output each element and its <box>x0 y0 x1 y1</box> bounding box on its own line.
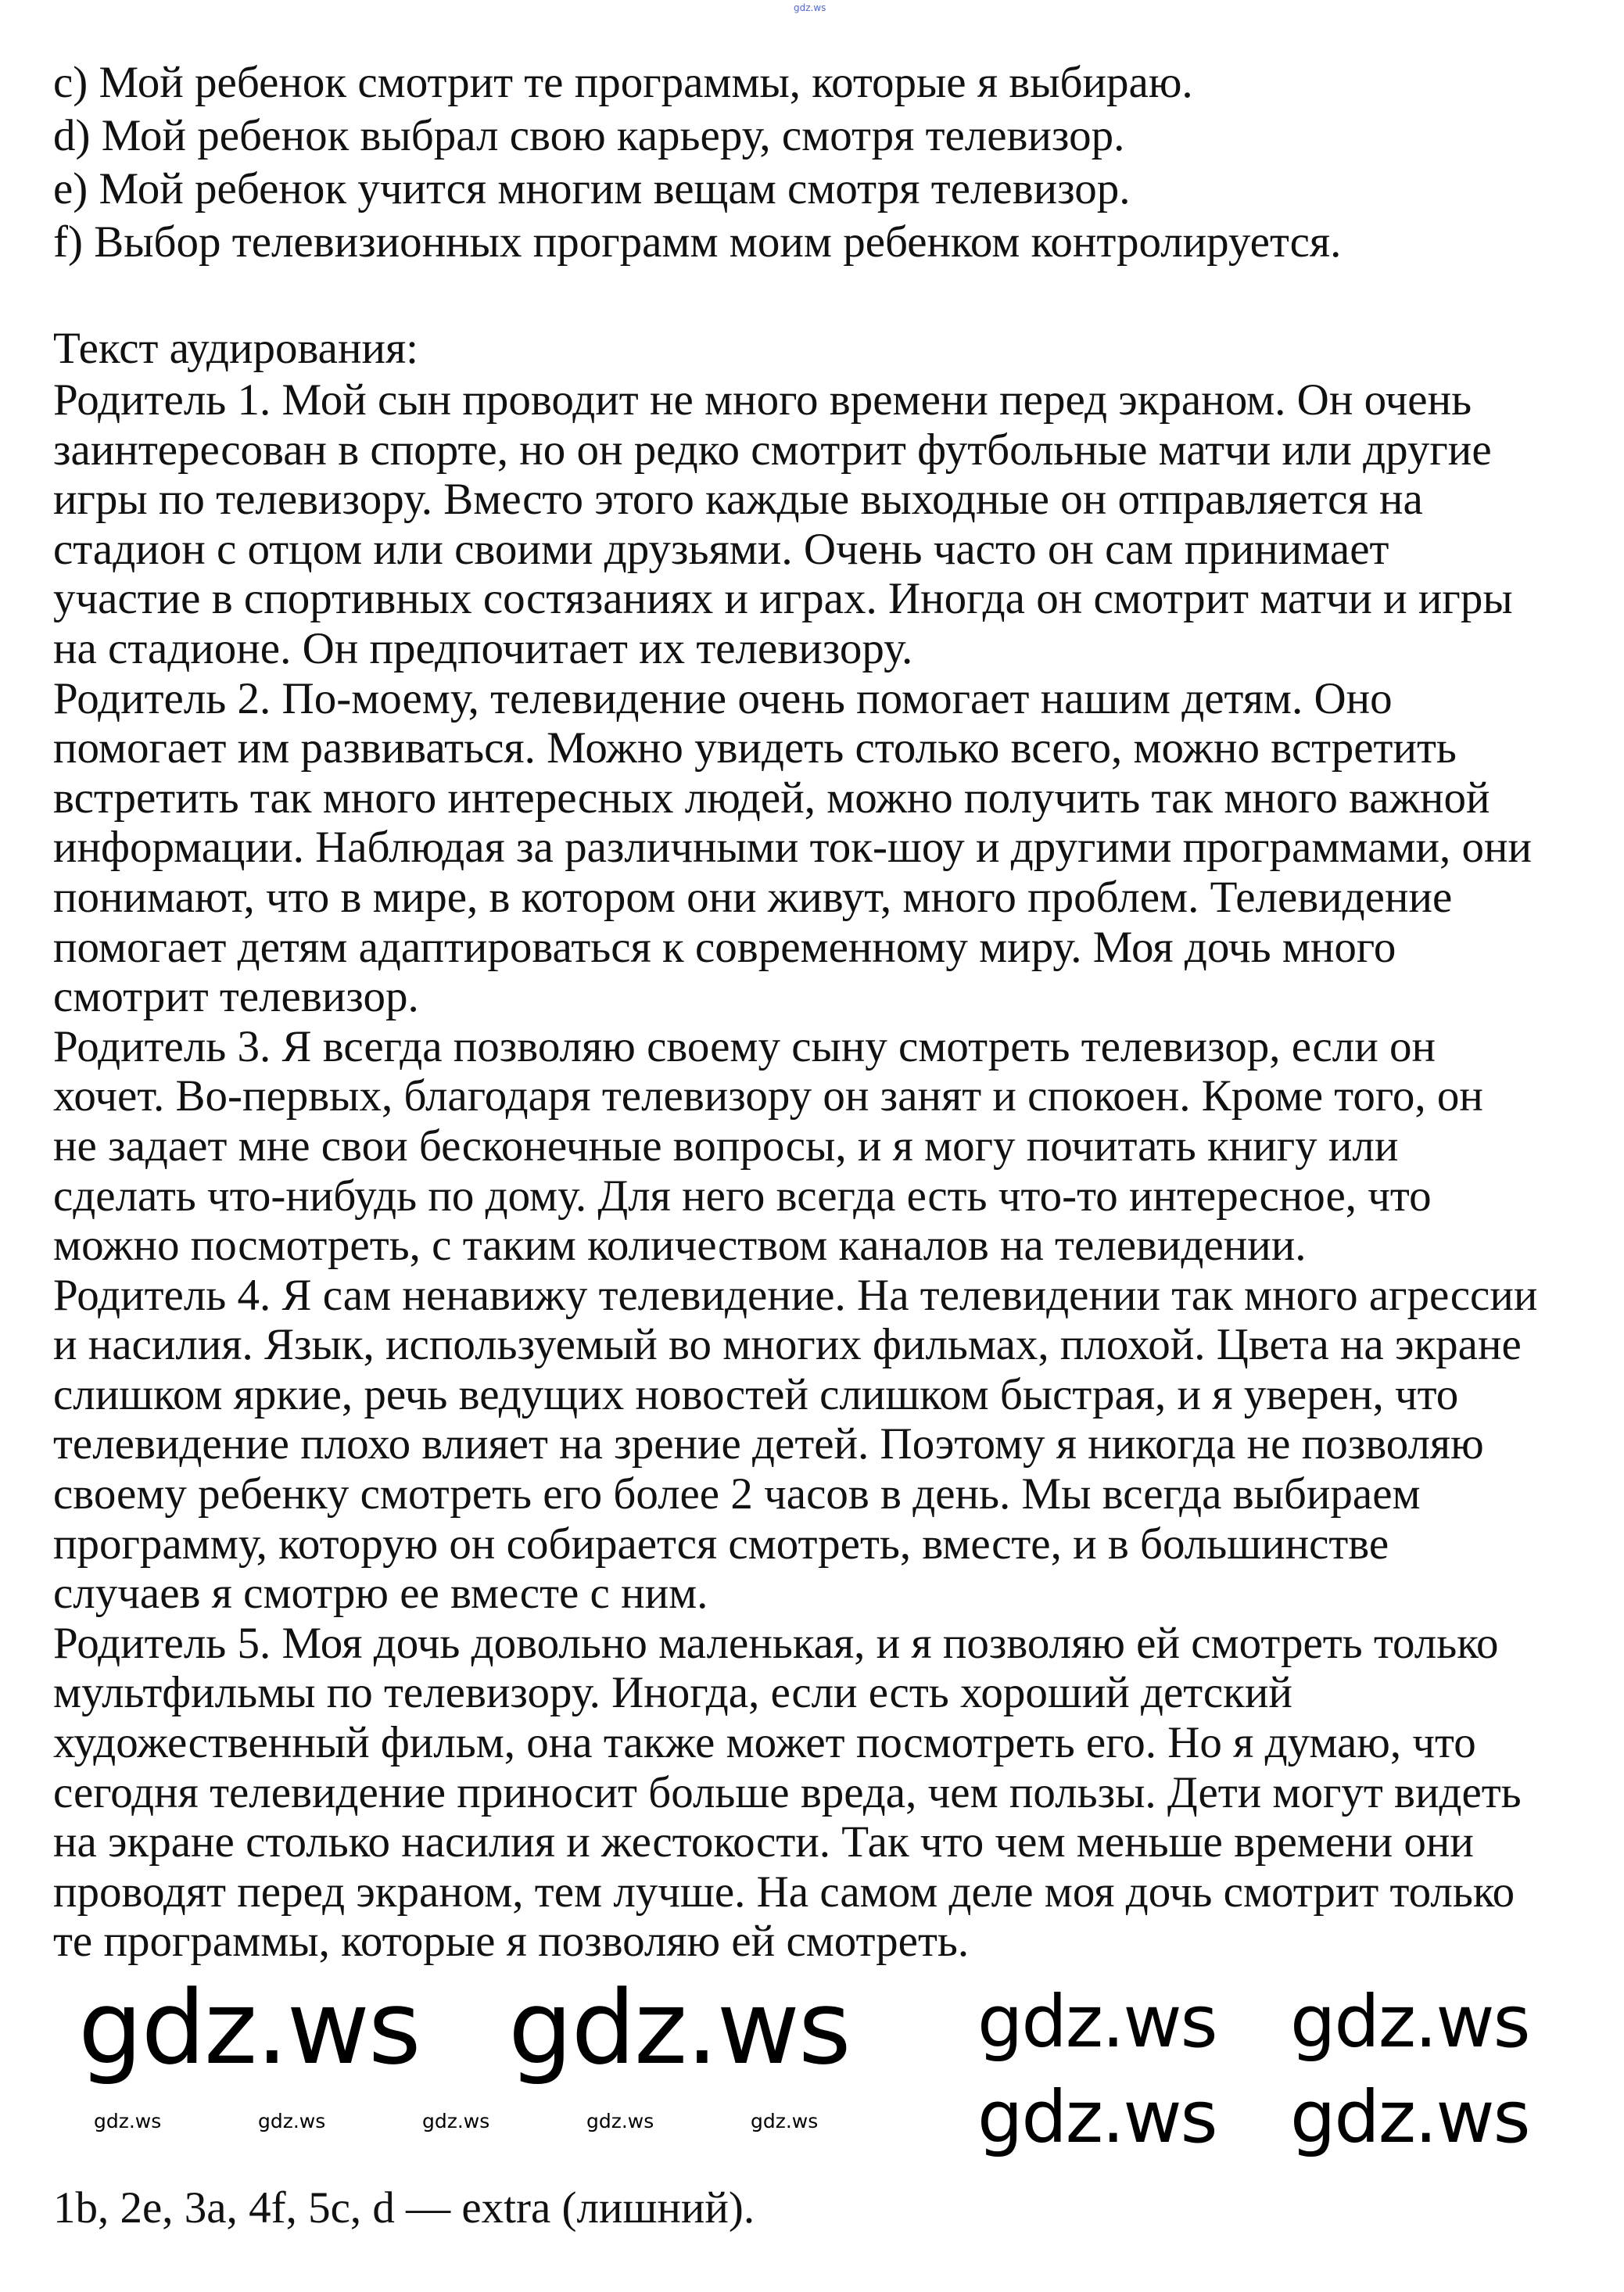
watermark-small: gdz.ws <box>751 2110 819 2132</box>
transcript-line: программу, которую он собирается смотреть, вместе, и в большинстве <box>53 1519 1389 1569</box>
transcript-line: смотрит телевизор. <box>53 972 419 1022</box>
transcript-line: Родитель 2. По-моему, телевидение очень помогает нашим детям. Оно <box>53 673 1393 723</box>
watermark-top: gdz.ws <box>794 2 826 13</box>
transcript-line: можно посмотреть, с таким количеством каналов на телевидении. <box>53 1221 1307 1271</box>
transcript-line: стадион с отцом или своими друзьями. Очень часто он сам принимает <box>53 524 1389 574</box>
watermark: gdz.ws <box>977 1980 1217 2064</box>
transcript-line: проводят перед экраном, тем лучше. На самом деле моя дочь смотрит только <box>53 1867 1515 1917</box>
watermark-small: gdz.ws <box>94 2110 162 2132</box>
watermark: gdz.ws <box>1290 1980 1529 2064</box>
transcript-line: художественный фильм, она также может посмотреть его. Но я думаю, что <box>53 1718 1476 1768</box>
watermark-small: gdz.ws <box>422 2110 490 2132</box>
watermark: gdz.ws <box>78 1968 420 2087</box>
watermark: gdz.ws <box>1290 2075 1529 2159</box>
watermark: gdz.ws <box>977 2075 1217 2159</box>
transcript-line: случаев я смотрю ее вместе с ним. <box>53 1569 708 1619</box>
transcript-line: и насилия. Язык, используемый во многих фильмах, плохой. Цвета на экране <box>53 1320 1522 1370</box>
transcript-line: телевидение плохо влияет на зрение детей. Поэтому я никогда не позволяю <box>53 1419 1484 1469</box>
heading: Текст аудирования: <box>53 324 419 373</box>
transcript-line: понимают, что в мире, в котором они живут, много проблем. Телевидение <box>53 872 1453 922</box>
option-f: f) Выбор телевизионных программ моим ребенком контролируется. <box>53 217 1342 267</box>
option-e: e) Мой ребенок учится многим вещам смотря телевизор. <box>53 164 1131 213</box>
option-d: d) Мой ребенок выбрал свою карьеру, смотря телевизор. <box>53 111 1125 160</box>
transcript-line: Родитель 3. Я всегда позволяю своему сыну смотреть телевизор, если он <box>53 1021 1436 1071</box>
transcript-line: информации. Наблюдая за различными ток-шоу и другими программами, они <box>53 823 1532 873</box>
watermark-small: gdz.ws <box>258 2110 326 2132</box>
answer-key: 1b, 2e, 3a, 4f, 5c, d — extra (лишний). <box>53 2183 755 2233</box>
transcript-line: помогает детям адаптироваться к современному миру. Моя дочь много <box>53 922 1396 972</box>
transcript <box>53 375 1537 1967</box>
transcript-line: хочет. Во-первых, благодаря телевизору он занят и спокоен. Кроме того, он <box>53 1071 1483 1121</box>
transcript-line: Родитель 5. Моя дочь довольно маленькая, и я позволяю ей смотреть только <box>53 1618 1499 1668</box>
transcript-line: сегодня телевидение приносит больше вреда, чем пользы. Дети могут видеть <box>53 1767 1522 1817</box>
transcript-line: сделать что-нибудь по дому. Для него всегда есть что-то интересное, что <box>53 1171 1432 1221</box>
transcript-line: Родитель 1. Мой сын проводит не много времени перед экраном. Он очень <box>53 375 1472 425</box>
transcript-line: те программы, которые я позволяю ей смотреть. <box>53 1917 970 1967</box>
transcript-line: на экране столько насилия и жестокости. Так что чем меньше времени они <box>53 1817 1474 1867</box>
transcript-line: на стадионе. Он предпочитает их телевизору. <box>53 623 913 673</box>
watermark: gdz.ws <box>508 1968 850 2087</box>
transcript-line: заинтересован в спорте, но он редко смотрит футбольные матчи или другие <box>53 425 1492 475</box>
transcript-line: мультфильмы по телевизору. Иногда, если есть хороший детский <box>53 1668 1292 1718</box>
transcript-line: встретить так много интересных людей, можно получить так много важной <box>53 773 1490 823</box>
transcript-line: участие в спортивных состязаниях и играх. Иногда он смотрит матчи и игры <box>53 574 1513 624</box>
transcript-line: помогает им развиваться. Можно увидеть столько всего, можно встретить <box>53 723 1457 773</box>
answer-options <box>53 56 1341 269</box>
transcript-line: слишком яркие, речь ведущих новостей слишком быстрая, и я уверен, что <box>53 1369 1459 1419</box>
transcript-line: не задает мне свои бесконечные вопросы, и я могу почитать книгу или <box>53 1121 1399 1171</box>
option-c: c) Мой ребенок смотрит те программы, которые я выбираю. <box>53 58 1193 107</box>
watermark-small: gdz.ws <box>586 2110 654 2132</box>
transcript-line: своему ребенку смотреть его более 2 часов в день. Мы всегда выбираем <box>53 1469 1421 1519</box>
transcript-line: Родитель 4. Я сам ненавижу телевидение. На телевидении так много агрессии <box>53 1270 1538 1320</box>
transcript-line: игры по телевизору. Вместо этого каждые выходные он отправляется на <box>53 475 1423 525</box>
